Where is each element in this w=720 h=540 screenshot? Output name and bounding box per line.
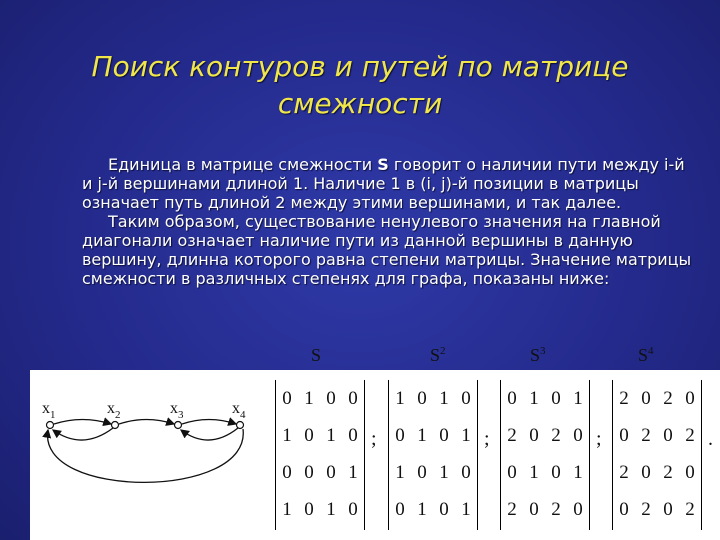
matrix-row: [613, 417, 701, 454]
matrix-cell: 0: [304, 498, 314, 520]
vertex-node: [112, 422, 119, 429]
vertex-node: [237, 422, 244, 429]
matrix-cell: 1: [461, 424, 471, 446]
matrix-cell: 0: [395, 424, 405, 446]
matrix-cell: 0: [439, 498, 449, 520]
matrix-cell: 0: [641, 387, 651, 409]
matrix-2: [388, 380, 478, 530]
matrix-cell: 0: [641, 461, 651, 483]
matrix-3: [500, 380, 590, 530]
matrix-cell: 0: [304, 461, 314, 483]
matrix-cell: 0: [507, 387, 517, 409]
matrix-label-base: S: [430, 345, 441, 365]
matrix-label-exponent: 2: [440, 345, 446, 357]
matrix-cell: 2: [641, 498, 651, 520]
matrix-cell: 0: [326, 461, 336, 483]
matrix-cell: 2: [507, 498, 517, 520]
matrix-row: [501, 417, 589, 454]
matrix-cell: 0: [461, 387, 471, 409]
matrix-cell: 1: [395, 387, 405, 409]
graph-edge: [181, 428, 238, 440]
matrix-cell: 1: [348, 461, 358, 483]
matrix-row: [276, 417, 364, 454]
matrix-label-4: [638, 345, 654, 366]
matrix-row: [276, 491, 364, 528]
matrix-cell: 0: [619, 498, 629, 520]
matrix-cell: 0: [461, 461, 471, 483]
paragraph-1-start: Единица в матрице смежности: [108, 155, 378, 174]
matrix-cell: 1: [326, 424, 336, 446]
vertex-label: $x_3$: [170, 400, 184, 421]
matrix-cell: 1: [439, 387, 449, 409]
matrix-cell: 1: [417, 498, 427, 520]
matrix-label-exponent: 4: [648, 345, 654, 357]
graph-edge: [48, 429, 244, 482]
matrix-1: [275, 380, 365, 530]
matrix-row: [276, 380, 364, 417]
matrix-cell: 1: [282, 424, 292, 446]
slide-title: [0, 48, 720, 122]
matrix-cell: 2: [663, 387, 673, 409]
matrix-cell: 0: [282, 387, 292, 409]
matrix-cell: 0: [348, 387, 358, 409]
matrix-cell: 1: [529, 461, 539, 483]
matrix-cell: 2: [641, 424, 651, 446]
matrix-row: [389, 454, 477, 491]
matrix-cell: 0: [326, 387, 336, 409]
matrix-cell: 0: [348, 424, 358, 446]
matrix-label-base: S: [530, 345, 541, 365]
graph-edge: [182, 420, 236, 425]
matrix-cell: 0: [507, 461, 517, 483]
matrix-cell: 1: [529, 387, 539, 409]
body-text: [82, 155, 697, 288]
matrix-label-1: [311, 345, 321, 366]
matrix-cell: 0: [348, 498, 358, 520]
matrix-cell: 1: [326, 498, 336, 520]
figure-panel: [30, 370, 720, 540]
matrix-cell: 2: [685, 424, 695, 446]
matrix-separator: ;: [484, 428, 490, 450]
matrix-terminator: .: [708, 428, 713, 450]
matrix-label-base: S: [638, 345, 649, 365]
matrix-row: [501, 491, 589, 528]
matrix-cell: 0: [663, 424, 673, 446]
matrix-row: [276, 454, 364, 491]
matrix-cell: 2: [551, 498, 561, 520]
title-line-1: Поиск контуров и путей по матрице: [91, 50, 629, 83]
matrix-cell: 0: [529, 498, 539, 520]
paragraph-1-end: говорит о наличии пути между i-й и j-й вершинами длиной 1. Наличие 1 в (i, j)-й позиции в матрицы означает путь длиной 2 между этими вершинами, и так далее.: [82, 155, 685, 212]
matrix-separator: ;: [596, 428, 602, 450]
matrix-row: [613, 454, 701, 491]
matrix-cell: 0: [417, 387, 427, 409]
matrix-separator: ;: [371, 428, 377, 450]
matrix-cell: 0: [663, 498, 673, 520]
matrix-label-2: [430, 345, 446, 366]
matrix-cell: 1: [395, 461, 405, 483]
vertex-node: [47, 422, 54, 429]
matrix-cell: 2: [551, 424, 561, 446]
matrix-label-base: S: [311, 345, 322, 365]
matrix-row: [389, 380, 477, 417]
vertex-label: $x_4$: [232, 400, 246, 421]
matrix-cell: 2: [685, 498, 695, 520]
vertex-label: $x_2$: [107, 400, 121, 421]
matrix-cell: 2: [619, 387, 629, 409]
matrix-4: [612, 380, 702, 530]
matrix-cell: 0: [551, 387, 561, 409]
matrix-cell: 0: [551, 461, 561, 483]
title-line-2: смежности: [277, 87, 443, 120]
matrix-cell: 1: [573, 461, 583, 483]
graph-edge: [54, 420, 111, 425]
graph-diagram: [30, 370, 280, 540]
graph-edge: [53, 428, 113, 440]
matrix-cell: 0: [417, 461, 427, 483]
vertex-node: [175, 422, 182, 429]
matrix-cell: 1: [461, 498, 471, 520]
paragraph-1: [82, 155, 697, 212]
matrix-cell: 0: [395, 498, 405, 520]
vertex-label: $x_1$: [42, 400, 56, 421]
matrix-cell: 2: [619, 461, 629, 483]
paragraph-2: Таким образом, существование ненулевого значения на главной диагонали означает наличие пути из данной вершины в данную вершину, длинна которого равна степени матрицы. Значение матрицы смежности в различных степенях для графа, показаны ниже:: [82, 212, 692, 288]
matrix-cell: 0: [439, 424, 449, 446]
matrix-row: [389, 417, 477, 454]
matrix-cell: 2: [507, 424, 517, 446]
matrix-figure: [30, 340, 720, 540]
matrix-label-exponent: 3: [540, 345, 546, 357]
matrix-cell: 1: [573, 387, 583, 409]
matrix-cell: 1: [439, 461, 449, 483]
matrix-cell: 0: [282, 461, 292, 483]
matrix-cell: 2: [663, 461, 673, 483]
matrix-row: [613, 491, 701, 528]
matrix-row: [389, 491, 477, 528]
graph-edge: [119, 420, 174, 425]
matrix-cell: 0: [685, 461, 695, 483]
matrix-cell: 0: [573, 498, 583, 520]
matrix-cell: 0: [685, 387, 695, 409]
matrix-cell: 1: [282, 498, 292, 520]
matrix-row: [501, 380, 589, 417]
matrix-row: [613, 380, 701, 417]
matrix-row: [501, 454, 589, 491]
matrix-cell: 0: [573, 424, 583, 446]
matrix-cell: 0: [304, 424, 314, 446]
matrix-cell: 1: [304, 387, 314, 409]
matrix-symbol: S: [377, 155, 389, 174]
matrix-cell: 0: [619, 424, 629, 446]
matrix-cell: 0: [529, 424, 539, 446]
matrix-cell: 1: [417, 424, 427, 446]
matrix-label-3: [530, 345, 546, 366]
